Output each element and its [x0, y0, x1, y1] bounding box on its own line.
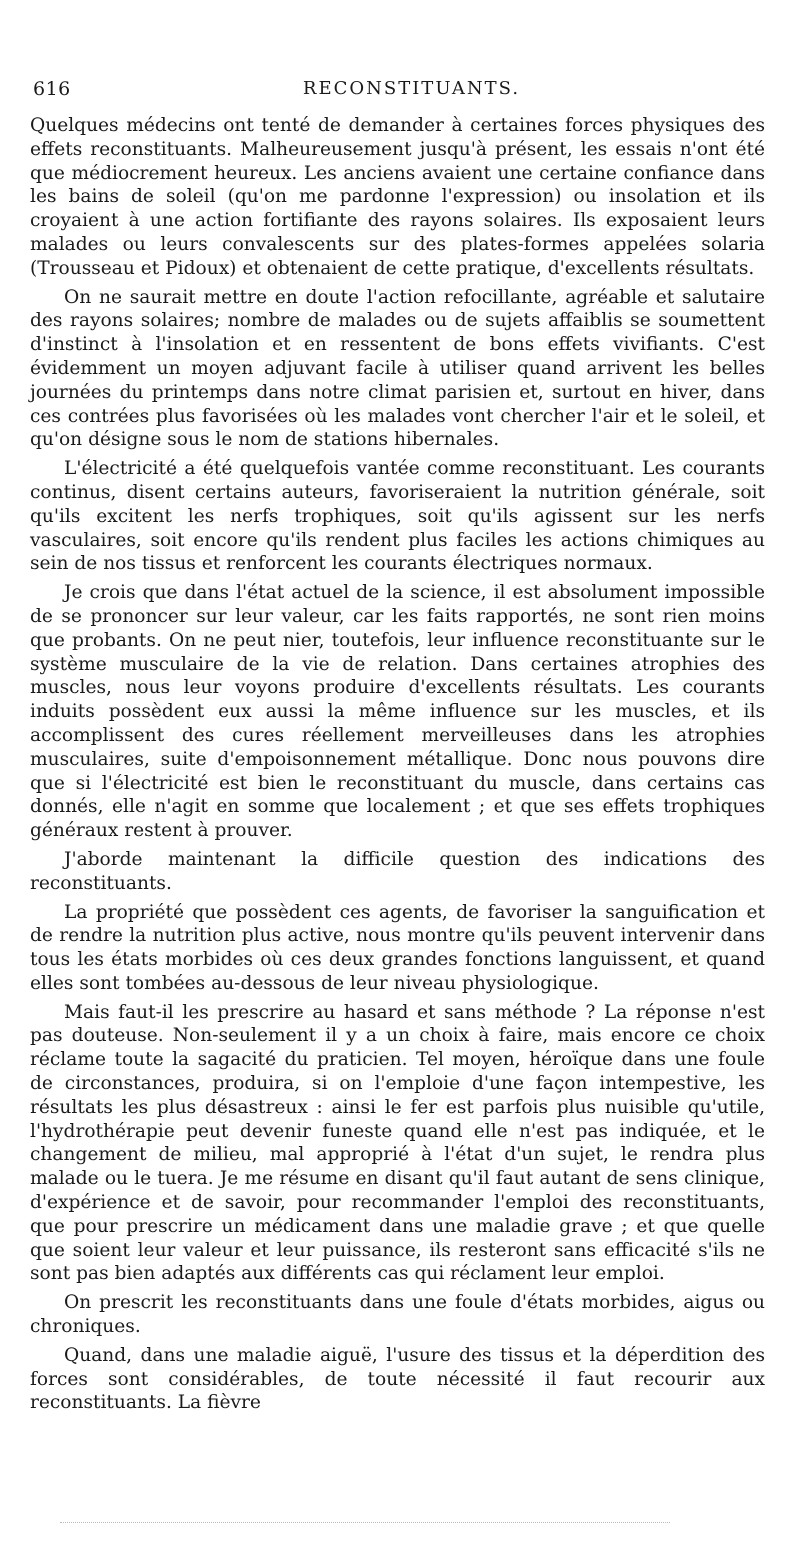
paragraph-electricity-value: Je crois que dans l'état actuel de la science, il est absolument impossible de se prononcer sur leur valeur, car les faits rapportés, ne sont rien moins que probants. On ne peut nier, toutefois, leur influence reconstituante sur le système musculaire de la vie de relation. Dans certaines atrophies des muscles, nous leur voyons produire d'excellents résultats. Les courants induits possèdent eux aussi la même influence sur les muscles, et ils accomplissent des cures réellement merveilleuses dans les atrophies musculaires, suite d'empoisonnement métallique. Donc nous pouvons dire que si l'électricité est bien le reconstituant du muscle, dans certains cas donnés, elle n'agit en somme que localement ; et que ses effets trophiques généraux restent à prouver. — [30, 582, 765, 842]
paragraph-electricity: L'électricité a été quelquefois vantée comme reconstituant. Les courants continus, disent certains auteurs, favoriseraient la nutrition générale, soit qu'ils excitent les nerfs trophiques, soit qu'ils agissent sur les nerfs vasculaires, soit encore qu'ils rendent plus faciles les actions chimiques au sein de nos tissus et renforcent les courants électriques normaux. — [30, 458, 765, 575]
paragraph-sanguification: La propriété que possèdent ces agents, de favoriser la sanguification et de rendre la nutrition plus active, nous montre qu'ils peuvent intervenir dans tous les états morbides où ces deux grandes fonctions languissent, et quand elles sont tombées au-dessous de leur niveau physiologique. — [30, 901, 765, 994]
paragraph-acute-chronic: On prescrit les reconstituants dans une foule d'états morbides, aigus ou chroniques. — [30, 1292, 765, 1338]
paragraph-solar-rays: On ne saurait mettre en doute l'action refocillante, agréable et salutaire des rayons solaires; nombre de malades ou de sujets affaiblis se soumettent d'instinct à l'insolation et en ressentent de bons effets vivifiants. C'est évidemment un moyen adjuvant facile à utiliser quand arrivent les belles journées du printemps dans notre climat parisien et, surtout en hiver, dans ces contrées plus favorisées où les malades vont chercher l'air et le soleil, et qu'on désigne sous le nom de stations hibernales. — [30, 286, 765, 451]
page-number: 616 — [33, 78, 71, 100]
paragraph-indications-intro: J'aborde maintenant la difficile question des indications des reconstituants. — [30, 848, 765, 894]
paragraph-acute-disease: Quand, dans une maladie aiguë, l'usure des tissus et la déperdition des forces sont considérables, de toute nécessité il faut recourir aux reconstituants. La fièvre — [30, 1344, 765, 1414]
page-body — [30, 114, 765, 1420]
paragraph-method: Mais faut-il les prescrire au hasard et sans méthode ? La réponse n'est pas douteuse. Non-seulement il y a un choix à faire, mais encore ce choix réclame toute la sagacité du praticien. Tel moyen, héroïque dans une foule de circonstances, produira, si on l'emploie d'une façon intempestive, les résultats les plus désastreux : ainsi le fer est parfois plus nuisible qu'utile, l'hydrothérapie peut devenir funeste quand elle n'est pas indiquée, et le changement de milieu, mal approprié à l'état d'un sujet, le rendra plus malade ou le tuera. Je me résume en disant qu'il faut autant de sens clinique, d'expérience et de savoir, pour recommander l'emploi des reconstituants, que pour prescrire un médicament dans une maladie grave ; et que quelle que soient leur valeur et leur puissance, ils resteront sans efficacité s'ils ne sont pas bien adaptés aux différents cas qui réclament leur emploi. — [30, 1001, 765, 1285]
paragraph-insolation: Quelques médecins ont tenté de demander à certaines forces physiques des effets reconstituants. Malheureusement jusqu'à présent, les essais n'ont été que médiocrement heureux. Les anciens avaient une certaine confiance dans les bains de soleil (qu'on me pardonne l'expression) ou insolation et ils croyaient à une action fortifiante des rayons solaires. Ils exposaient leurs malades ou leurs convalescents sur des plates-formes appelées solaria (Trousseau et Pidoux) et obtenaient de cette pratique, d'excellents résultats. — [30, 115, 765, 279]
book-page — [30, 0, 770, 1562]
page-header — [33, 78, 770, 104]
footer-rule — [60, 1522, 670, 1523]
running-title: RECONSTITUANTS. — [302, 78, 521, 99]
